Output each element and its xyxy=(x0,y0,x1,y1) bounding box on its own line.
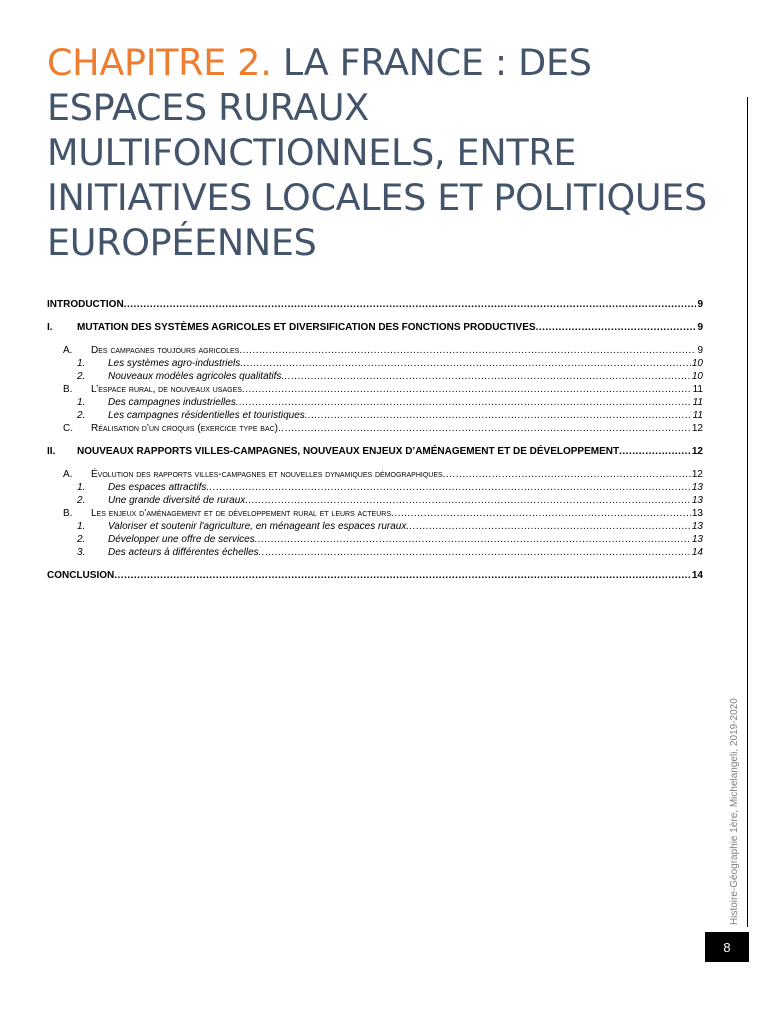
chapter-number: CHAPITRE 2. xyxy=(47,41,272,84)
toc-entry-label: I. xyxy=(47,322,53,333)
toc-entry-page: 12 xyxy=(691,469,703,480)
toc-entry-text: CONCLUSION xyxy=(47,570,115,581)
toc-entry-page: 13 xyxy=(691,495,703,506)
toc-entry-page: 9 xyxy=(697,299,703,310)
toc-entry-text: Des campagnes toujours agricoles xyxy=(91,345,240,356)
toc-entry-text: Valoriser et soutenir l'agriculture, en ménageant les espaces ruraux xyxy=(108,521,407,532)
toc-entry-page: 11 xyxy=(692,410,703,421)
toc-entry-label: A. xyxy=(63,345,73,356)
toc-entry-1a1[interactable] xyxy=(47,357,703,370)
toc-entry-label: 3. xyxy=(77,547,86,558)
toc-entry-label: 1. xyxy=(77,397,86,408)
toc-entry-2b1[interactable] xyxy=(47,520,703,533)
toc-entry-page: 9 xyxy=(697,322,703,333)
toc-entry-page: 10 xyxy=(691,358,703,369)
toc-entry-text: INTRODUCTION xyxy=(47,299,124,310)
toc-entry-text: Une grande diversité de ruraux xyxy=(108,495,246,506)
toc-entry-conclusion[interactable] xyxy=(47,569,703,582)
toc-entry-2a2[interactable] xyxy=(47,494,703,507)
toc-entry-1b2[interactable] xyxy=(47,409,703,422)
toc-entry-2b3[interactable] xyxy=(47,546,703,559)
chapter-title-text: LA FRANCE : DES ESPACES RURAUX MULTIFONCTIONNELS, ENTRE INITIATIVES LOCALES ET POLITIQUES EUROPÉENNES xyxy=(47,41,707,264)
toc-entry-section-2[interactable] xyxy=(47,445,703,458)
toc-entry-page: 13 xyxy=(691,508,703,519)
toc-entry-page: 10 xyxy=(691,371,703,382)
toc-entry-1b1[interactable] xyxy=(47,396,703,409)
table-of-contents xyxy=(47,298,703,582)
toc-entry-label: 1. xyxy=(77,358,86,369)
toc-entry-section-1[interactable] xyxy=(47,321,703,334)
toc-entry-2a1[interactable] xyxy=(47,481,703,494)
toc-entry-text: L’espace rural, de nouveaux usages xyxy=(91,384,242,395)
toc-entry-text: MUTATION DES SYSTÈMES AGRICOLES ET DIVERSIFICATION DES FONCTIONS PRODUCTIVES xyxy=(77,322,536,333)
toc-entry-text: Des acteurs à différentes échelles xyxy=(108,547,259,558)
toc-entry-text: Les campagnes résidentielles et touristiques xyxy=(108,410,305,421)
toc-entry-page: 12 xyxy=(691,446,703,457)
toc-entry-text: Les systèmes agro-industriels xyxy=(108,358,241,369)
toc-entry-text: NOUVEAUX RAPPORTS VILLES-CAMPAGNES, NOUVEAUX ENJEUX D’AMÉNAGEMENT ET DE DÉVELOPPEMENT xyxy=(77,446,620,457)
toc-entry-text: Réalisation d’un croquis (exercice type bac) xyxy=(91,423,279,434)
vertical-rule xyxy=(747,97,748,927)
page-number: 8 xyxy=(705,932,749,962)
toc-entry-text: Évolution des rapports villes-campagnes et nouvelles dynamiques démographiques xyxy=(91,469,443,480)
toc-entry-label: A. xyxy=(63,469,73,480)
toc-entry-label: B. xyxy=(63,384,73,395)
toc-entry-page: 14 xyxy=(691,570,703,581)
toc-entry-1a[interactable] xyxy=(47,344,703,357)
toc-entry-introduction[interactable] xyxy=(47,298,703,311)
toc-entry-1b[interactable] xyxy=(47,383,703,396)
toc-entry-1c[interactable] xyxy=(47,422,703,435)
toc-entry-text: Développer une offre de services xyxy=(108,534,255,545)
chapter-title xyxy=(47,40,727,265)
toc-entry-text: Les enjeux d’aménagement et de développement rural et leurs acteurs xyxy=(91,508,392,519)
toc-entry-2b[interactable] xyxy=(47,507,703,520)
toc-entry-page: 13 xyxy=(691,521,703,532)
toc-entry-page: 11 xyxy=(692,384,703,395)
toc-entry-text: Des espaces attractifs xyxy=(108,482,207,493)
toc-entry-1a2[interactable] xyxy=(47,370,703,383)
toc-entry-label: 2. xyxy=(77,534,86,545)
toc-entry-label: C. xyxy=(63,423,73,434)
toc-entry-2a[interactable] xyxy=(47,468,703,481)
toc-entry-label: 1. xyxy=(77,521,86,532)
toc-entry-text: Des campagnes industrielles xyxy=(108,397,236,408)
toc-entry-page: 13 xyxy=(691,534,703,545)
toc-entry-label: II. xyxy=(47,446,56,457)
toc-entry-label: B. xyxy=(63,508,73,519)
toc-entry-label: 2. xyxy=(77,410,86,421)
toc-entry-2b2[interactable] xyxy=(47,533,703,546)
toc-entry-label: 2. xyxy=(77,495,86,506)
toc-entry-text: Nouveaux modèles agricoles qualitatifs xyxy=(108,371,282,382)
toc-entry-label: 1. xyxy=(77,482,86,493)
toc-entry-page: 14 xyxy=(691,547,703,558)
toc-entry-page: 11 xyxy=(692,397,703,408)
running-footer-text: Histoire-Géographie 1ère, Michelangeli, 2019-2020 xyxy=(729,698,740,925)
toc-entry-page: 12 xyxy=(691,423,703,434)
toc-entry-label: 2. xyxy=(77,371,86,382)
toc-entry-page: 13 xyxy=(691,482,703,493)
toc-entry-page: 9 xyxy=(697,345,703,356)
